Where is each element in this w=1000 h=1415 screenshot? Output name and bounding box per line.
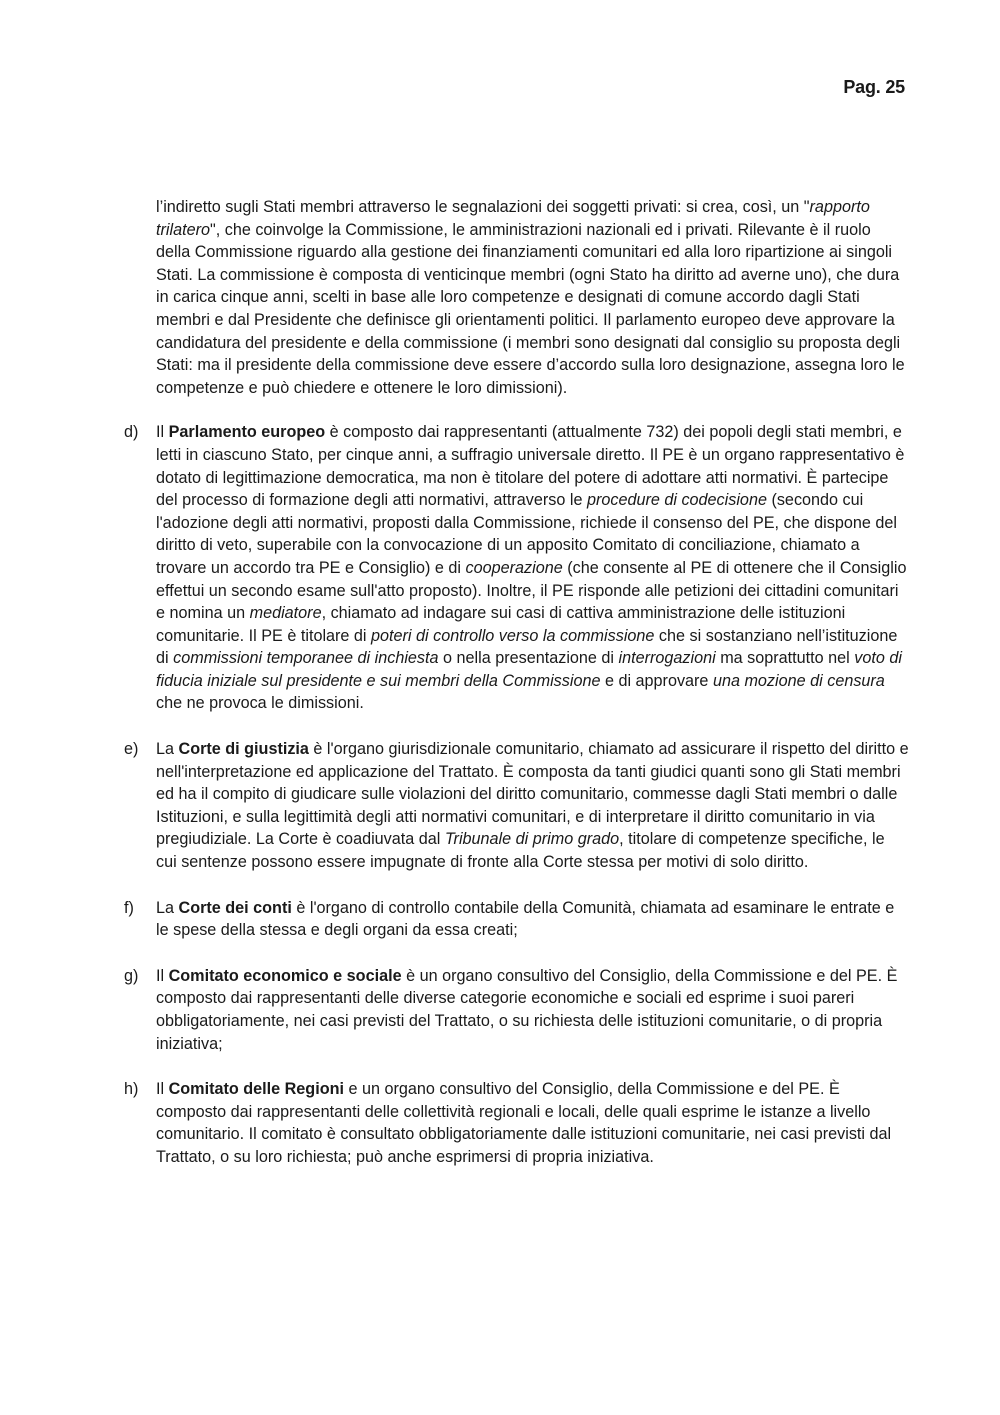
text-segment: che si sostanziano nell’istituzione di [156,626,898,668]
text-segment-italic: rapporto trilatero [156,198,870,239]
text-segment-italic: voto di fiducia iniziale sul presidente e sui membri della Commissione [156,649,902,690]
text-segment: e un organo consultivo del Consiglio, della Commissione e del PE. È composto dai rappresentanti delle collettività regionali e locali, delle quali esprime le istanze a livello comunitario. Il comitato è consultato obbligatoriamente dalle istituzioni comunitarie, nei casi previsti dal Trattato, o su loro richiesta; può anche esprimersi di propria iniziativa. [156,1080,892,1166]
text-segment: ", che coinvolge la Commissione, le amministrazioni nazionali ed i privati. Rilevante è il ruolo della Commissione riguardo alla gestione dei finanziamenti comunitari ed alla loro ripartizione ai singoli Stati. La commissione è composta di venticinque membri (ogni Stato ha diritto ad averne uno), che dura in carica cinque anni, scelti in base alle loro competenze e designati di comune accordo dagli Stati membri e dal Presidente che definisce gli orientamenti politici. Il parlamento europeo deve approvare la candidatura del presidente e della commissione (i membri sono designati dal consiglio su proposta degli Stati: ma il presidente della commissione deve essere d’accordo sulla loro designazione, assegna loro le competenze e può chiedere e ottenere le loro dimissioni). [156,220,905,397]
term-parlamento-europeo: Parlamento europeo [168,423,326,442]
text-segment: Il [156,423,169,442]
text-segment: La [156,740,179,759]
text-segment: Il [156,1080,169,1099]
text-segment-italic: interrogazioni [618,649,716,668]
text-segment: è l'organo di controllo contabile della Comunità, chiamata ad esaminare le entrate e le spese della stessa e degli organi da essa creati; [156,898,895,940]
list-item-e [124,738,909,874]
list-item-label: f) [124,898,134,917]
text-segment-italic: Tribunale di primo grado [444,830,620,849]
text-segment: e di approvare [600,671,713,690]
text-segment-italic: cooperazione [465,558,563,577]
text-segment: è un organo consultivo del Consiglio, della Commissione e del PE. È composto dai rappresentanti delle diverse categorie economiche e sociali ed esprime i suoi pareri obbligatoriamente, nei casi previsti del Trattato, o su richiesta delle istituzioni comunitarie, o di propria iniziativa; [156,966,898,1053]
text-segment: o nella presentazione di [438,649,619,668]
list-item-label: e) [124,740,139,759]
document-body [124,196,909,1169]
text-segment-italic: una mozione di censura [712,671,885,690]
list-item-label: g) [124,966,139,985]
list-item-label: h) [124,1080,139,1099]
text-segment: , chiamato ad indagare sui casi di cattiva amministrazione delle istituzioni comunitarie. Il PE è titolare di [156,604,846,645]
text-segment: Il [156,966,169,985]
term-corte-dei-conti: Corte dei conti [178,898,292,917]
text-segment-italic: mediatore [249,604,322,623]
text-segment: l’indiretto sugli Stati membri attraverso le segnalazioni dei soggetti privati: si crea, così, un " [156,198,810,216]
text-segment: La [156,898,179,917]
list-item-d [124,421,909,715]
term-comitato-economico-sociale: Comitato economico e sociale [168,966,402,985]
text-segment: ma soprattutto nel [715,649,855,668]
list-item-g [124,965,909,1055]
intro-paragraph [124,196,909,399]
text-segment: è l'organo giurisdizionale comunitario, chiamato ad assicurare il rispetto del diritto e nell'interpretazione ed applicazione del Trattato. È composta da tanti giudici quanti sono gli Stati membri ed ha il compito di giudicare sulle violazioni del diritto comunitario, commesse dagli Stati membri o dalle Istituzioni, e sulla legittimità degli atti normativi comunitari, e di interpretare il diritto comunitario in via pregiudiziale. La Corte è coadiuvata dal [156,740,909,849]
text-segment: , titolare di competenze specifiche, le cui sentenze possono essere impugnate di fronte alla Corte stessa per motivi di solo diritto. [156,830,885,872]
text-segment-italic: poteri di controllo verso la commissione [371,626,655,645]
text-segment: è composto dai rappresentanti (attualmente 732) dei popoli degli stati membri, e letti in ciascuno Stato, per cinque anni, a suffragio universale diretto. Il PE è un organo rappresentativo è dotato di legittimazione democratica, ma non è titolare del potere di adottare atti normativi. È partecipe del processo di formazione degli atti normativi, attraverso le [156,423,905,510]
list-item-h [124,1078,909,1168]
text-segment-italic: procedure di codecisione [586,491,767,510]
text-segment-italic: commissioni temporanee di inchiesta [173,649,439,668]
text-segment: (che consente al PE di ottenere che il Consiglio effettui un secondo esame sull'atto proposto). Inoltre, il PE risponde alle petizioni dei cittadini comunitari e nomina un [156,558,907,623]
term-corte-di-giustizia: Corte di giustizia [178,740,309,759]
text-segment: (secondo cui l'adozione degli atti normativi, proposti dalla Commissione, richiede il consenso del PE, che dispone del diritto di veto, superabile con la convocazione di un apposito Comitato di conciliazione, chiamato a trovare un accordo tra PE e Consiglio) e di [156,491,897,577]
text-segment: che ne provoca le dimissioni. [156,694,364,713]
term-comitato-regioni: Comitato delle Regioni [168,1080,344,1099]
list-item-f [124,897,909,942]
list-item-label: d) [124,423,139,442]
page-number: Pag. 25 [843,77,905,97]
